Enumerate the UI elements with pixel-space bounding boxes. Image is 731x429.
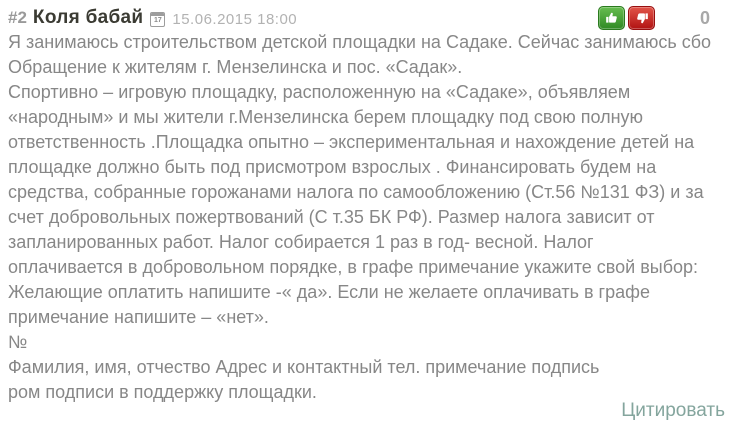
thumbs-down-icon <box>635 11 649 25</box>
rating-count: 0 <box>699 7 710 28</box>
post-text-line: Я занимаюсь строительством детской площадки на Садаке. Сейчас занимаюсь сбо <box>8 32 712 52</box>
calendar-icon <box>150 12 165 27</box>
dislike-button[interactable] <box>628 6 655 30</box>
post-text-line: Фамилия, имя, отчество Адрес и контактный тел. примечание подпись <box>8 357 600 377</box>
thumbs-up-icon <box>605 11 619 25</box>
post-text-line: № <box>8 332 28 352</box>
post-text-line: ответственность .Площадка опытно – экспериментальная и нахождение детей на <box>8 132 695 152</box>
post-text-line: ром подписи в поддержку площадки. <box>8 382 317 402</box>
post-text-line: оплачивается в добровольном порядке, в графе примечание укажите свой выбор: <box>8 257 699 277</box>
post-number: #2 <box>8 8 27 27</box>
post-text-line: «народным» и мы жители г.Мензелинска берем площадку под свою полную <box>8 107 644 127</box>
quote-link[interactable]: Цитировать <box>621 400 725 421</box>
post-text-line: примечание напишите – «нет». <box>8 307 269 327</box>
post-date: 15.06.2015 18:00 <box>172 10 298 28</box>
post-text-line: счет добровольных пожертвований (С т.35 БК РФ). Размер налога зависит от <box>8 207 655 227</box>
post-author-link[interactable]: Коля бабай <box>32 7 144 28</box>
like-button[interactable] <box>598 6 625 30</box>
post-text-line: средства, собранные горожанами налога по самообложению (Ст.56 №131 ФЗ) и за <box>8 182 704 202</box>
post-body <box>0 30 731 405</box>
post-text-line: Обращение к жителям г. Мензелинска и пос. «Садак». <box>8 57 463 77</box>
calendar-icon-day: 17 <box>153 16 162 24</box>
post-text-line: площадке должно быть под присмотром взрослых . Финансировать будем на <box>8 157 657 177</box>
post-header <box>0 0 731 30</box>
post-text-line: Спортивно – игровую площадку, расположенную на «Садаке», объявляем <box>8 82 631 102</box>
post-text-line: запланированных работ. Налог собирается 1 раз в год- весной. Налог <box>8 232 594 252</box>
post-text-line: Желающие оплатить напишите -« да». Если не желаете оплачивать в графе <box>8 282 650 302</box>
post-footer <box>621 400 725 422</box>
